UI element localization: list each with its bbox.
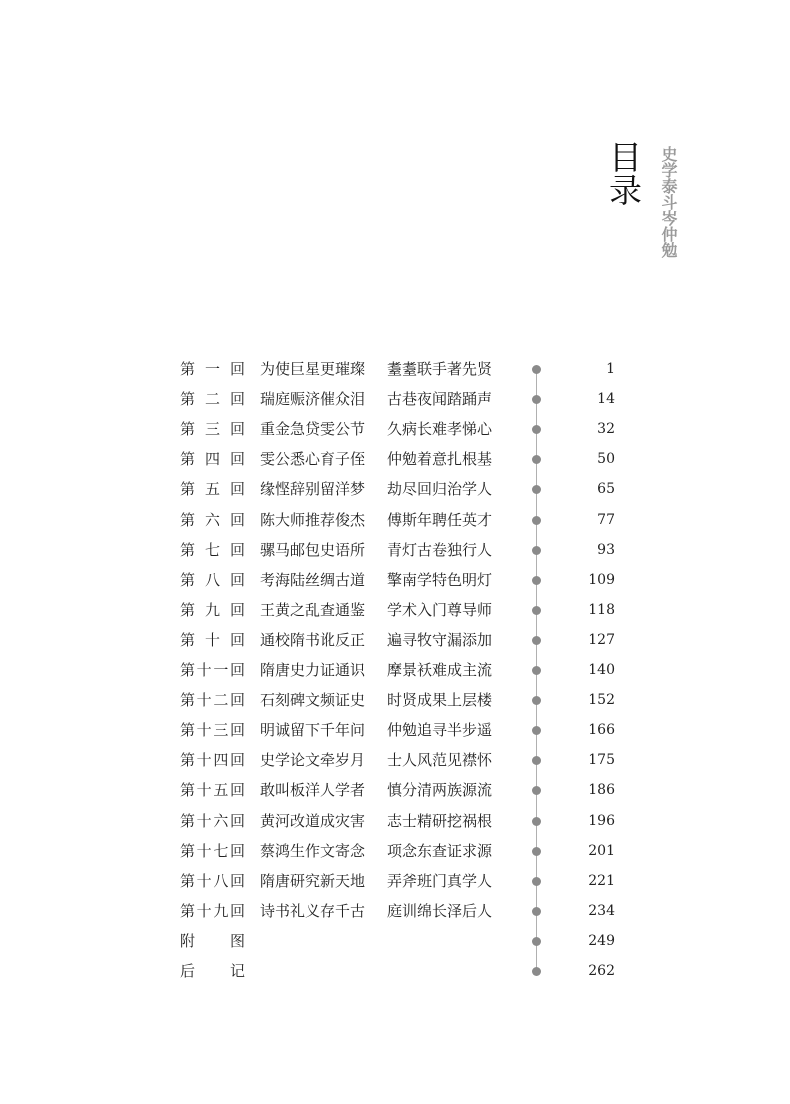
title-block [604, 140, 690, 280]
timeline-dot-icon [532, 967, 541, 976]
chapter-title-second-line: 慎分清两族源流 [387, 781, 493, 800]
chapter-title-first-line: 诗书礼义存千古 [260, 901, 366, 920]
page-number: 221 [588, 872, 615, 889]
chapter-number: 第 五 回 [180, 480, 245, 499]
chapter-number: 第十一回 [180, 661, 245, 679]
chapter-title-first-line: 缘悭辞别留洋梦 [260, 480, 366, 499]
page-number: 65 [597, 481, 615, 498]
book-subtitle: 史学泰斗岑仲勉 [659, 146, 678, 258]
page-number: 14 [597, 391, 615, 408]
timeline-dot-icon [532, 877, 541, 886]
chapter-number: 第十四回 [180, 751, 245, 770]
chapter-number: 第十三回 [180, 721, 245, 740]
page-number: 234 [588, 902, 615, 919]
toc-entry[interactable] [0, 775, 790, 805]
toc-entry[interactable] [0, 595, 790, 625]
chapter-title-second-line: 耋耋联手著先贤 [387, 360, 493, 378]
chapter-number: 第 六 回 [180, 510, 245, 529]
chapter-title-first-line: 陈大师推荐俊杰 [260, 510, 366, 529]
chapter-number: 第十七回 [180, 841, 245, 860]
page-number: 186 [588, 782, 615, 799]
chapter-title-first-line: 考海陆丝绸古道 [260, 570, 366, 589]
page-number: 32 [597, 421, 615, 438]
page-number: 93 [597, 541, 615, 558]
chapter-number: 后 记 [180, 962, 245, 980]
toc-entry[interactable] [0, 384, 790, 414]
timeline-dot-icon [532, 606, 541, 615]
chapter-number: 第十五回 [180, 781, 245, 800]
page-title: 目录 [604, 140, 643, 206]
toc-entry[interactable] [0, 505, 790, 535]
toc-entry[interactable] [0, 535, 790, 565]
timeline-dot-icon [532, 756, 541, 765]
chapter-title-second-line: 庭训绵长泽后人 [387, 901, 493, 920]
toc-entry[interactable] [0, 414, 790, 444]
chapter-title-first-line: 史学论文牵岁月 [260, 751, 366, 770]
toc-entry[interactable] [0, 444, 790, 474]
page-number: 127 [588, 631, 615, 648]
chapter-title-second-line: 仲勉追寻半步遥 [387, 721, 493, 740]
timeline-dot-icon [532, 726, 541, 735]
page-number: 118 [588, 601, 615, 618]
page-number: 77 [597, 511, 615, 528]
chapter-title-second-line: 学术入门尊导师 [387, 600, 493, 619]
page-number: 166 [588, 722, 615, 739]
toc-entry[interactable] [0, 866, 790, 896]
chapter-title-first-line: 通校隋书讹反正 [260, 630, 366, 649]
toc-entry[interactable] [0, 474, 790, 504]
toc-entry[interactable] [0, 956, 790, 986]
chapter-title-first-line: 隋唐史力证通识 [260, 661, 366, 679]
page-number: 175 [588, 752, 615, 769]
chapter-title-second-line: 久病长难孝悌心 [387, 420, 493, 439]
timeline-dot-icon [532, 395, 541, 404]
timeline-dot-icon [532, 636, 541, 645]
chapter-title-second-line: 擎南学特色明灯 [387, 570, 493, 589]
chapter-title-first-line: 敢叫板洋人学者 [260, 781, 366, 800]
page-number: 201 [588, 842, 615, 859]
toc-entry[interactable] [0, 625, 790, 655]
toc-entry[interactable] [0, 836, 790, 866]
timeline-dot-icon [532, 425, 541, 434]
chapter-title-second-line: 志士精研挖祸根 [387, 811, 493, 830]
toc-entry[interactable] [0, 715, 790, 745]
chapter-number: 第十六回 [180, 811, 245, 830]
toc-entry[interactable] [0, 354, 790, 384]
toc-entry[interactable] [0, 565, 790, 595]
chapter-title-second-line: 青灯古卷独行人 [387, 540, 493, 559]
chapter-number: 附 图 [180, 931, 245, 950]
chapter-title-second-line: 劫尽回归治学人 [387, 480, 493, 499]
timeline-dot-icon [532, 666, 541, 675]
chapter-title-first-line: 黄河改道成灾害 [260, 811, 366, 830]
chapter-title-first-line: 重金急贷雯公节 [260, 420, 366, 439]
chapter-number: 第 四 回 [180, 450, 245, 469]
chapter-title-first-line: 为使巨星更璀璨 [260, 360, 366, 378]
chapter-number: 第 一 回 [180, 360, 245, 378]
timeline-dot-icon [532, 786, 541, 795]
chapter-number: 第十八回 [180, 871, 245, 890]
chapter-number: 第 十 回 [180, 630, 245, 649]
chapter-title-second-line: 傅斯年聘任英才 [387, 510, 493, 529]
chapter-number: 第十九回 [180, 901, 245, 920]
chapter-title-first-line: 雯公悉心育子侄 [260, 450, 366, 469]
timeline-dot-icon [532, 907, 541, 916]
chapter-title-first-line: 蔡鸿生作文寄念 [260, 841, 366, 860]
page-number: 109 [588, 571, 615, 588]
chapter-number: 第 二 回 [180, 390, 245, 409]
toc-entry[interactable] [0, 685, 790, 715]
chapter-title-second-line: 摩景袄难成主流 [387, 661, 493, 679]
timeline-dot-icon [532, 365, 541, 374]
page-number: 1 [606, 361, 615, 377]
chapter-title-second-line: 弄斧班门真学人 [387, 871, 493, 890]
chapter-title-second-line: 时贤成果上层楼 [387, 691, 493, 710]
chapter-title-first-line: 隋唐研究新天地 [260, 871, 366, 890]
chapter-title-first-line: 骡马邮包史语所 [260, 540, 366, 559]
page-number: 249 [588, 932, 615, 949]
chapter-number: 第 七 回 [180, 540, 245, 559]
page-number: 196 [588, 812, 615, 829]
chapter-title-first-line: 明诚留下千年问 [260, 721, 366, 740]
toc-entry[interactable] [0, 745, 790, 775]
chapter-number: 第十二回 [180, 691, 245, 710]
toc-entry[interactable] [0, 896, 790, 926]
timeline-dot-icon [532, 696, 541, 705]
timeline-dot-icon [532, 847, 541, 856]
timeline-dot-icon [532, 817, 541, 826]
timeline-dot-icon [532, 485, 541, 494]
toc-entry[interactable] [0, 926, 790, 956]
page-number: 140 [588, 662, 615, 678]
toc-entry[interactable] [0, 655, 790, 685]
page-number: 50 [597, 451, 615, 468]
chapter-title-second-line: 项念东查证求源 [387, 841, 493, 860]
toc-entry[interactable] [0, 806, 790, 836]
chapter-title-second-line: 士人风范见襟怀 [387, 751, 493, 770]
page-number: 262 [588, 963, 615, 979]
timeline-dot-icon [532, 516, 541, 525]
chapter-title-second-line: 古巷夜闻踏踊声 [387, 390, 493, 409]
chapter-number: 第 三 回 [180, 420, 245, 439]
timeline-dot-icon [532, 937, 541, 946]
page-number: 152 [588, 692, 615, 709]
chapter-number: 第 八 回 [180, 570, 245, 589]
chapter-title-first-line: 瑞庭赈济催众泪 [260, 390, 366, 409]
chapter-title-first-line: 王黄之乱查通鉴 [260, 600, 366, 619]
chapter-title-first-line: 石刻碑文频证史 [260, 691, 366, 710]
chapter-title-second-line: 仲勉着意扎根基 [387, 450, 493, 469]
timeline-dot-icon [532, 576, 541, 585]
timeline-dot-icon [532, 455, 541, 464]
chapter-title-second-line: 遍寻牧守漏添加 [387, 630, 493, 649]
table-of-contents [0, 354, 790, 994]
chapter-number: 第 九 回 [180, 600, 245, 619]
timeline-dot-icon [532, 546, 541, 555]
